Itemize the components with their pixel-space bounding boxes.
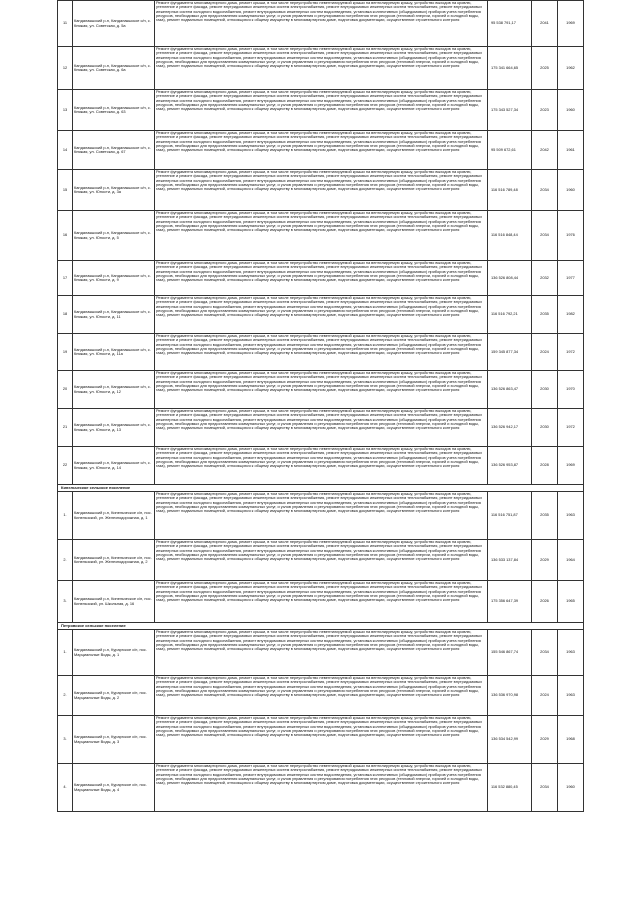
address-cell-text: Кандалакшский р-н, Кандалакшское с/п, с. Княжая, ул. Юности, д. 5 — [74, 231, 151, 240]
address-cell-text: Кандалакшский р-н, Кандалакшское с/п, с. Княжая, ул. Юности, д. 11а — [74, 347, 151, 356]
address-cell — [73, 492, 155, 540]
planned-year-cell-text: 2030 — [540, 387, 549, 392]
planned-year-cell — [532, 47, 558, 90]
table-row — [58, 540, 584, 581]
address-cell — [73, 581, 155, 623]
cost-cell — [488, 90, 532, 131]
table-row — [58, 581, 584, 623]
planned-year-cell-text: 2024 — [540, 693, 549, 698]
address-cell-text: Кандалакшский р-н, Кандалакшское с/п, с. Княжая, ул. Советская, д. 63 — [74, 105, 151, 114]
planned-year-cell-text: 2025 — [540, 65, 549, 70]
planned-year-cell-text: 2034 — [540, 233, 549, 238]
planned-year-cell — [532, 409, 558, 447]
planned-year-cell-text: 2026 — [540, 599, 549, 604]
cost-cell — [488, 630, 532, 676]
address-cell — [73, 409, 155, 447]
works-description-cell — [155, 764, 488, 812]
build-year-cell-text: 1960 — [566, 107, 575, 112]
table-row — [58, 1, 584, 47]
table-row — [58, 764, 584, 812]
works-description-cell — [155, 131, 488, 170]
planned-year-cell — [532, 211, 558, 261]
works-description-cell — [155, 676, 488, 716]
row-number-text: 3. — [63, 737, 67, 742]
row-number — [58, 581, 73, 623]
row-number — [58, 764, 73, 812]
works-description-cell-text: Ремонт фундамента многоквартирного дома, ремонт крыши, в том числе переустройство невентилируемой крыши на вентилируемую крышу, устройство выходов на кровлю, утепление и ремонт фасада, ремонт внутридомовых инженерных систем электроснабжения, ремонт внутридомовых инженерных систем теплоснабжения, ремонт внутридомовых инженерных систем холодного водоснабжения, ремонт внутридомовых инженерных систем водоотведения, установка коллективных (общедомовых) приборов учета потребления ресурсов, необходимых для предоставления коммунальных услуг, и узлов управления и регулирования потребления этих ресурсов (тепловой энергии, горячей и холодной воды, газа), ремонт подвальных помещений, относящихся к общему имуществу в многоквартирном доме, подготовка документации, осуществление строительного контроля — [156, 764, 483, 786]
works-description-cell-text: Ремонт фундамента многоквартирного дома, ремонт крыши, в том числе переустройство невентилируемой крыши на вентилируемую крышу, устройство выходов на кровлю, утепление и ремонт фасада, ремонт внутридомовых инженерных систем электроснабжения, ремонт внутридомовых инженерных систем теплоснабжения, ремонт внутридомовых инженерных систем холодного водоснабжения, ремонт внутридомовых инженерных систем водоотведения, установка коллективных (общедомовых) приборов учета потребления ресурсов, необходимых для предоставления коммунальных услуг, и узлов управления и регулирования потребления этих ресурсов (тепловой энергии, горячей и холодной воды, газа), ремонт подвальных помещений, относящихся к общему имуществу в многоквартирном доме, подготовка документации, осуществление строительного контроля — [156, 540, 483, 562]
cost-cell-text: 155 546 867,74 — [491, 650, 519, 655]
address-cell — [73, 47, 155, 90]
address-cell — [73, 261, 155, 296]
cost-cell-text: 175 343 527,34 — [491, 107, 519, 112]
cost-cell-text: 136 526 953,87 — [491, 463, 519, 468]
address-cell-text: Кандалакшский р-н, Кинельческое с/п, пос. Кинельчский, ул. Железнодорожная, д. 2 — [74, 555, 152, 564]
planned-year-cell — [532, 1, 558, 47]
row-number-text: 21 — [62, 425, 68, 430]
row-number-text: 19 — [62, 349, 68, 354]
cost-cell — [488, 447, 532, 485]
address-cell — [73, 676, 155, 716]
cost-cell — [488, 211, 532, 261]
cost-cell — [488, 409, 532, 447]
build-year-cell-text: 1969 — [566, 21, 575, 26]
cost-cell — [488, 1, 532, 47]
planned-year-cell-text: 2023 — [540, 107, 549, 112]
planned-year-cell — [532, 170, 558, 211]
planned-year-cell-text: 2035 — [540, 312, 549, 317]
cost-cell — [488, 47, 532, 90]
row-number — [58, 211, 73, 261]
address-cell-text: Кандалакшский р-н, Кандалакшское с/п, с. Княжая, ул. Советская, д. 6а — [74, 63, 151, 72]
address-cell-text: Кандалакшский р-н, Кандалакшское с/п, с. Княжая, ул. Советская, д. 67 — [74, 145, 151, 154]
works-description-cell-text: Ремонт фундамента многоквартирного дома, ремонт крыши, в том числе переустройство невентилируемой крыши на вентилируемую крышу, устройство выходов на кровлю, утепление и ремонт фасада, ремонт внутридомовых инженерных систем электроснабжения, ремонт внутридомовых инженерных систем теплоснабжения, ремонт внутридомовых инженерных систем холодного водоснабжения, ремонт внутридомовых инженерных систем водоотведения, установка коллективных (общедомовых) приборов учета потребления ресурсов, необходимых для предоставления коммунальных услуг, и узлов управления и регулирования потребления этих ресурсов (тепловой энергии, горячей и холодной воды, газа), ремонт подвальных помещений, относящихся к общему имуществу в многоквартирном доме, подготовка документации, осуществление строительного контроля — [156, 630, 483, 652]
build-year-cell — [558, 676, 584, 716]
cost-cell — [488, 716, 532, 764]
address-cell — [73, 334, 155, 371]
address-cell-text: Кандалакшский р-н, Кандалакшское с/п, с. Княжая, ул. Юности, д. 3а — [74, 185, 151, 194]
address-cell — [73, 371, 155, 409]
planned-year-cell-text: 2029 — [540, 737, 549, 742]
cost-cell — [488, 764, 532, 812]
works-description-cell-text: Ремонт фундамента многоквартирного дома, ремонт крыши, в том числе переустройство невентилируемой крыши на вентилируемую крышу, устройство выходов на кровлю, утепление и ремонт фасада, ремонт внутридомовых инженерных систем электроснабжения, ремонт внутридомовых инженерных систем теплоснабжения, ремонт внутридомовых инженерных систем холодного водоснабжения, ремонт внутридомовых инженерных систем водоотведения, установка коллективных (общедомовых) приборов учета потребления ресурсов, необходимых для предоставления коммунальных услуг, и узлов управления и регулирования потребления этих ресурсов (тепловой энергии, горячей и холодной воды, газа), ремонт подвальных помещений, относящихся к общему имуществу в многоквартирном доме, подготовка документации, осуществление строительного контроля — [156, 211, 483, 233]
planned-year-cell — [532, 90, 558, 131]
address-cell — [73, 1, 155, 47]
table-row — [58, 334, 584, 371]
row-number-text: 14 — [62, 147, 68, 152]
row-number-text: 12 — [62, 65, 68, 70]
section-title: Кинельческое сельское поселение — [58, 485, 584, 492]
planned-year-cell — [532, 334, 558, 371]
build-year-cell — [558, 90, 584, 131]
row-number-text: 16 — [62, 233, 68, 238]
row-number — [58, 131, 73, 170]
row-number-text: 22 — [62, 463, 68, 468]
address-cell-text: Кандалакшский р-н, Кандалакшское с/п, с. Княжая, ул. Советская, д. 5а — [74, 19, 151, 28]
section-title: Петровское сельское поселение — [58, 623, 584, 630]
table-row — [58, 409, 584, 447]
table-row — [58, 211, 584, 261]
build-year-cell — [558, 716, 584, 764]
row-number — [58, 170, 73, 211]
works-description-cell — [155, 211, 488, 261]
works-description-cell-text: Ремонт фундамента многоквартирного дома, ремонт крыши, в том числе переустройство невентилируемой крыши на вентилируемую крышу, устройство выходов на кровлю, утепление и ремонт фасада, ремонт внутридомовых инженерных систем электроснабжения, ремонт внутридомовых инженерных систем теплоснабжения, ремонт внутридомовых инженерных систем холодного водоснабжения, ремонт внутридомовых инженерных систем водоотведения, установка коллективных (общедомовых) приборов учета потребления ресурсов, необходимых для предоставления коммунальных услуг, и узлов управления и регулирования потребления этих ресурсов (тепловой энергии, горячей и холодной воды, газа), ремонт подвальных помещений, относящихся к общему имуществу в многоквартирном доме, подготовка документации, осуществление строительного контроля — [156, 131, 483, 153]
works-description-cell-text: Ремонт фундамента многоквартирного дома, ремонт крыши, в том числе переустройство невентилируемой крыши на вентилируемую крышу, устройство выходов на кровлю, утепление и ремонт фасада, ремонт внутридомовых инженерных систем электроснабжения, ремонт внутридомовых инженерных систем теплоснабжения, ремонт внутридомовых инженерных систем холодного водоснабжения, ремонт внутридомовых инженерных систем водоотведения, установка коллективных (общедомовых) приборов учета потребления ресурсов, необходимых для предоставления коммунальных услуг, и узлов управления и регулирования потребления этих ресурсов (тепловой энергии, горячей и холодной воды, газа), ремонт подвальных помещений, относящихся к общему имуществу в многоквартирном доме, подготовка документации, осуществление строительного контроля — [156, 492, 483, 514]
planned-year-cell-text: 2032 — [540, 275, 549, 280]
planned-year-cell-text: 2041 — [540, 21, 549, 26]
works-description-cell — [155, 296, 488, 334]
build-year-cell-text: 1972 — [566, 425, 575, 430]
row-number-text: 2. — [63, 693, 67, 698]
build-year-cell-text: 1969 — [566, 463, 575, 468]
build-year-cell-text: 1965 — [566, 599, 575, 604]
row-number-text: 18 — [62, 312, 68, 317]
table-row — [58, 261, 584, 296]
section-header-row — [58, 623, 584, 630]
works-description-cell — [155, 447, 488, 485]
address-cell — [73, 716, 155, 764]
build-year-cell — [558, 630, 584, 676]
cost-cell — [488, 581, 532, 623]
row-number-text: 20 — [62, 387, 68, 392]
table-row — [58, 47, 584, 90]
planned-year-cell — [532, 716, 558, 764]
address-cell-text: Кандалакшский р-н, Кинельческое с/п, пос. Кинельчский, ул. Железнодорожная, д. 1 — [74, 511, 152, 520]
cost-cell — [488, 131, 532, 170]
cost-cell-text: 136 534 542,99 — [491, 737, 519, 742]
planned-year-cell — [532, 630, 558, 676]
build-year-cell-text: 1962 — [566, 65, 575, 70]
cost-cell — [488, 261, 532, 296]
row-number-text: 3. — [63, 599, 67, 604]
build-year-cell-text: 1968 — [566, 737, 575, 742]
cost-cell — [488, 334, 532, 371]
table-row — [58, 492, 584, 540]
build-year-cell — [558, 764, 584, 812]
planned-year-cell-text: 2034 — [540, 187, 549, 192]
build-year-cell-text: 1963 — [566, 650, 575, 655]
address-cell — [73, 90, 155, 131]
planned-year-cell-text: 2034 — [540, 785, 549, 790]
row-number-text: 15 — [62, 187, 68, 192]
row-number-text: 11 — [62, 21, 68, 26]
build-year-cell — [558, 47, 584, 90]
build-year-cell — [558, 581, 584, 623]
cost-cell — [488, 540, 532, 581]
planned-year-cell — [532, 261, 558, 296]
build-year-cell-text: 1960 — [566, 785, 575, 790]
build-year-cell — [558, 261, 584, 296]
build-year-cell — [558, 447, 584, 485]
cost-cell-text: 136 536 970,98 — [491, 693, 519, 698]
table-row — [58, 170, 584, 211]
works-description-cell — [155, 630, 488, 676]
row-number-text: 13 — [62, 107, 68, 112]
works-description-cell — [155, 581, 488, 623]
planned-year-cell — [532, 131, 558, 170]
row-number — [58, 47, 73, 90]
works-description-cell-text: Ремонт фундамента многоквартирного дома, ремонт крыши, в том числе переустройство невентилируемой крыши на вентилируемую крышу, устройство выходов на кровлю, утепление и ремонт фасада, ремонт внутридомовых инженерных систем электроснабжения, ремонт внутридомовых инженерных систем теплоснабжения, ремонт внутридомовых инженерных систем холодного водоснабжения, ремонт внутридомовых инженерных систем водоотведения, установка коллективных (общедомовых) приборов учета потребления ресурсов, необходимых для предоставления коммунальных услуг, и узлов управления и регулирования потребления этих ресурсов (тепловой энергии, горячей и холодной воды, газа), ремонт подвальных помещений, относящихся к общему имуществу в многоквартирном доме, подготовка документации, осуществление строительного контроля — [156, 371, 483, 393]
address-cell-text: Кандалакшский р-н, Кураргское с/п, пос. Марциальные Воды, д. 1 — [74, 648, 147, 657]
row-number — [58, 1, 73, 47]
capital-repair-table — [57, 0, 584, 812]
planned-year-cell-text: 2035 — [540, 513, 549, 518]
cost-cell-text: 136 526 808,44 — [491, 275, 519, 280]
build-year-cell — [558, 211, 584, 261]
table-body — [58, 1, 584, 812]
row-number — [58, 90, 73, 131]
table-row — [58, 296, 584, 334]
build-year-cell-text: 1960 — [566, 187, 575, 192]
cost-cell-text: 175 341 664,65 — [491, 65, 519, 70]
planned-year-cell — [532, 764, 558, 812]
works-description-cell — [155, 409, 488, 447]
address-cell — [73, 764, 155, 812]
build-year-cell — [558, 371, 584, 409]
works-description-cell-text: Ремонт фундамента многоквартирного дома, ремонт крыши, в том числе переустройство невентилируемой крыши на вентилируемую крышу, устройство выходов на кровлю, утепление и ремонт фасада, ремонт внутридомовых инженерных систем электроснабжения, ремонт внутридомовых инженерных систем теплоснабжения, ремонт внутридомовых инженерных систем холодного водоснабжения, ремонт внутридомовых инженерных систем водоотведения, установка коллективных (общедомовых) приборов учета потребления ресурсов, необходимых для предоставления коммунальных услуг, и узлов управления и регулирования потребления этих ресурсов (тепловой энергии, горячей и холодной воды, газа), ремонт подвальных помещений, относящихся к общему имуществу в многоквартирном доме, подготовка документации, осуществление строительного контроля — [156, 47, 483, 69]
build-year-cell — [558, 409, 584, 447]
build-year-cell-text: 1970 — [566, 387, 575, 392]
row-number — [58, 630, 73, 676]
address-cell — [73, 540, 155, 581]
works-description-cell — [155, 371, 488, 409]
table-row — [58, 90, 584, 131]
cost-cell-text: 136 533 137,84 — [491, 557, 519, 562]
cost-cell-text: 136 526 942,17 — [491, 425, 519, 430]
table-row — [58, 447, 584, 485]
build-year-cell-text: 1964 — [566, 557, 575, 562]
cost-cell-text: 116 516 792,21 — [491, 312, 518, 317]
address-cell-text: Кандалакшский р-н, Кандалакшское с/п, с. Княжая, ул. Юности, д. 11 — [74, 310, 151, 319]
row-number-text: 17 — [62, 275, 68, 280]
cost-cell-text: 175 356 647,39 — [491, 599, 519, 604]
works-description-cell-text: Ремонт фундамента многоквартирного дома, ремонт крыши, в том числе переустройство невентилируемой крыши на вентилируемую крышу, устройство выходов на кровлю, утепление и ремонт фасада, ремонт внутридомовых инженерных систем электроснабжения, ремонт внутридомовых инженерных систем теплоснабжения, ремонт внутридомовых инженерных систем холодного водоснабжения, ремонт внутридомовых инженерных систем водоотведения, установка коллективных (общедомовых) приборов учета потребления ресурсов, необходимых для предоставления коммунальных услуг, и узлов управления и регулирования потребления этих ресурсов (тепловой энергии, горячей и холодной воды, газа), ремонт подвальных помещений, относящихся к общему имуществу в многоквартирном доме, подготовка документации, осуществление строительного контроля — [156, 581, 483, 603]
planned-year-cell-text: 2029 — [540, 557, 549, 562]
planned-year-cell — [532, 540, 558, 581]
planned-year-cell — [532, 581, 558, 623]
row-number-text: 1. — [63, 650, 67, 655]
address-cell-text: Кандалакшский р-н, Кураргское с/п, пос. Марциальные Воды, д. 3 — [74, 735, 147, 744]
works-description-cell-text: Ремонт фундамента многоквартирного дома, ремонт крыши, в том числе переустройство невентилируемой крыши на вентилируемую крышу, устройство выходов на кровлю, утепление и ремонт фасада, ремонт внутридомовых инженерных систем электроснабжения, ремонт внутридомовых инженерных систем теплоснабжения, ремонт внутридомовых инженерных систем холодного водоснабжения, ремонт внутридомовых инженерных систем водоотведения, установка коллективных (общедомовых) приборов учета потребления ресурсов, необходимых для предоставления коммунальных услуг, и узлов управления и регулирования потребления этих ресурсов (тепловой энергии, горячей и холодной воды, газа), ремонт подвальных помещений, относящихся к общему имуществу в многоквартирном доме, подготовка документации, осуществление строительного контроля — [156, 716, 483, 738]
cost-cell — [488, 170, 532, 211]
planned-year-cell-text: 2042 — [540, 147, 549, 152]
planned-year-cell-text: 2024 — [540, 349, 549, 354]
works-description-cell-text: Ремонт фундамента многоквартирного дома, ремонт крыши, в том числе переустройство невентилируемой крыши на вентилируемую крышу, устройство выходов на кровлю, утепление и ремонт фасада, ремонт внутридомовых инженерных систем электроснабжения, ремонт внутридомовых инженерных систем теплоснабжения, ремонт внутридомовых инженерных систем холодного водоснабжения, ремонт внутридомовых инженерных систем водоотведения, установка коллективных (общедомовых) приборов учета потребления ресурсов, необходимых для предоставления коммунальных услуг, и узлов управления и регулирования потребления этих ресурсов (тепловой энергии, горячей и холодной воды, газа), ремонт подвальных помещений, относящихся к общему имуществу в многоквартирном доме, подготовка документации, осуществление строительного контроля — [156, 1, 483, 23]
address-cell-text: Кандалакшский р-н, Кураргское с/п, пос. Марциальные Воды, д. 2 — [74, 691, 147, 700]
works-description-cell — [155, 334, 488, 371]
build-year-cell — [558, 492, 584, 540]
cost-cell-text: 136 526 863,47 — [491, 387, 519, 392]
works-description-cell-text: Ремонт фундамента многоквартирного дома, ремонт крыши, в том числе переустройство невентилируемой крыши на вентилируемую крышу, устройство выходов на кровлю, утепление и ремонт фасада, ремонт внутридомовых инженерных систем электроснабжения, ремонт внутридомовых инженерных систем теплоснабжения, ремонт внутридомовых инженерных систем холодного водоснабжения, ремонт внутридомовых инженерных систем водоотведения, установка коллективных (общедомовых) приборов учета потребления ресурсов, необходимых для предоставления коммунальных услуг, и узлов управления и регулирования потребления этих ресурсов (тепловой энергии, горячей и холодной воды, газа), ремонт подвальных помещений, относящихся к общему имуществу в многоквартирном доме, подготовка документации, осуществление строительного контроля — [156, 90, 483, 112]
planned-year-cell — [532, 296, 558, 334]
works-description-cell — [155, 90, 488, 131]
row-number-text: 2. — [63, 557, 67, 562]
planned-year-cell — [532, 371, 558, 409]
cost-cell — [488, 492, 532, 540]
cost-cell — [488, 371, 532, 409]
address-cell-text: Кандалакшский р-н, Кураргское с/п, пос. Марциальные Воды, д. 4 — [74, 783, 147, 792]
cost-cell — [488, 296, 532, 334]
works-description-cell — [155, 261, 488, 296]
build-year-cell-text: 1976 — [566, 233, 575, 238]
row-number-text: 4. — [63, 785, 67, 790]
row-number — [58, 492, 73, 540]
cost-cell-text: 116 516 789,48 — [491, 187, 518, 192]
build-year-cell — [558, 1, 584, 47]
works-description-cell-text: Ремонт фундамента многоквартирного дома, ремонт крыши, в том числе переустройство невентилируемой крыши на вентилируемую крышу, устройство выходов на кровлю, утепление и ремонт фасада, ремонт внутридомовых инженерных систем электроснабжения, ремонт внутридомовых инженерных систем теплоснабжения, ремонт внутридомовых инженерных систем холодного водоснабжения, ремонт внутридомовых инженерных систем водоотведения, установка коллективных (общедомовых) приборов учета потребления ресурсов, необходимых для предоставления коммунальных услуг, и узлов управления и регулирования потребления этих ресурсов (тепловой энергии, горячей и холодной воды, газа), ремонт подвальных помещений, относящихся к общему имуществу в многоквартирном доме, подготовка документации, осуществление строительного контроля — [156, 170, 483, 192]
works-description-cell-text: Ремонт фундамента многоквартирного дома, ремонт крыши, в том числе переустройство невентилируемой крыши на вентилируемую крышу, устройство выходов на кровлю, утепление и ремонт фасада, ремонт внутридомовых инженерных систем электроснабжения, ремонт внутридомовых инженерных систем теплоснабжения, ремонт внутридомовых инженерных систем холодного водоснабжения, ремонт внутридомовых инженерных систем водоотведения, установка коллективных (общедомовых) приборов учета потребления ресурсов, необходимых для предоставления коммунальных услуг, и узлов управления и регулирования потребления этих ресурсов (тепловой энергии, горячей и холодной воды, газа), ремонт подвальных помещений, относящихся к общему имуществу в многоквартирном доме, подготовка документации, осуществление строительного контроля — [156, 334, 483, 356]
row-number — [58, 447, 73, 485]
planned-year-cell-text: 2034 — [540, 650, 549, 655]
address-cell-text: Кандалакшский р-н, Кандалакшское с/п, с. Княжая, ул. Юности, д. 12 — [74, 385, 151, 394]
cost-cell-text: 95 538 791,17 — [491, 21, 516, 26]
planned-year-cell — [532, 447, 558, 485]
cost-cell — [488, 676, 532, 716]
document-page — [57, 0, 583, 812]
address-cell-text: Кандалакшский р-н, Кинельческое с/п, пос. Кинельчский, ул. Школьная, д. 16 — [74, 597, 152, 606]
table-row — [58, 716, 584, 764]
works-description-cell — [155, 540, 488, 581]
build-year-cell-text: 1961 — [566, 147, 575, 152]
row-number — [58, 540, 73, 581]
build-year-cell-text: 1963 — [566, 513, 575, 518]
row-number — [58, 371, 73, 409]
works-description-cell-text: Ремонт фундамента многоквартирного дома, ремонт крыши, в том числе переустройство невентилируемой крыши на вентилируемую крышу, устройство выходов на кровлю, утепление и ремонт фасада, ремонт внутридомовых инженерных систем электроснабжения, ремонт внутридомовых инженерных систем теплоснабжения, ремонт внутридомовых инженерных систем холодного водоснабжения, ремонт внутридомовых инженерных систем водоотведения, установка коллективных (общедомовых) приборов учета потребления ресурсов, необходимых для предоставления коммунальных услуг, и узлов управления и регулирования потребления этих ресурсов (тепловой энергии, горячей и холодной воды, газа), ремонт подвальных помещений, относящихся к общему имуществу в многоквартирном доме, подготовка документации, осуществление строительного контроля — [156, 676, 483, 698]
cost-cell-text: 116 516 751,87 — [491, 513, 518, 518]
build-year-cell — [558, 296, 584, 334]
works-description-cell-text: Ремонт фундамента многоквартирного дома, ремонт крыши, в том числе переустройство невентилируемой крыши на вентилируемую крышу, устройство выходов на кровлю, утепление и ремонт фасада, ремонт внутридомовых инженерных систем электроснабжения, ремонт внутридомовых инженерных систем теплоснабжения, ремонт внутридомовых инженерных систем холодного водоснабжения, ремонт внутридомовых инженерных систем водоотведения, установка коллективных (общедомовых) приборов учета потребления ресурсов, необходимых для предоставления коммунальных услуг, и узлов управления и регулирования потребления этих ресурсов (тепловой энергии, горячей и холодной воды, газа), ремонт подвальных помещений, относящихся к общему имуществу в многоквартирном доме, подготовка документации, осуществление строительного контроля — [156, 296, 483, 318]
planned-year-cell-text: 2028 — [540, 463, 549, 468]
planned-year-cell-text: 2030 — [540, 425, 549, 430]
table-row — [58, 630, 584, 676]
works-description-cell — [155, 170, 488, 211]
row-number-text: 1. — [63, 513, 67, 518]
address-cell — [73, 131, 155, 170]
works-description-cell-text: Ремонт фундамента многоквартирного дома, ремонт крыши, в том числе переустройство невентилируемой крыши на вентилируемую крышу, устройство выходов на кровлю, утепление и ремонт фасада, ремонт внутридомовых инженерных систем электроснабжения, ремонт внутридомовых инженерных систем теплоснабжения, ремонт внутридомовых инженерных систем холодного водоснабжения, ремонт внутридомовых инженерных систем водоотведения, установка коллективных (общедомовых) приборов учета потребления ресурсов, необходимых для предоставления коммунальных услуг, и узлов управления и регулирования потребления этих ресурсов (тепловой энергии, горячей и холодной воды, газа), ремонт подвальных помещений, относящихся к общему имуществу в многоквартирном доме, подготовка документации, осуществление строительного контроля — [156, 261, 483, 283]
table-row — [58, 131, 584, 170]
build-year-cell — [558, 334, 584, 371]
works-description-cell — [155, 1, 488, 47]
address-cell — [73, 630, 155, 676]
cost-cell-text: 95 509 672,61 — [491, 147, 516, 152]
address-cell — [73, 211, 155, 261]
build-year-cell-text: 1972 — [566, 349, 575, 354]
address-cell — [73, 447, 155, 485]
build-year-cell — [558, 131, 584, 170]
address-cell-text: Кандалакшский р-н, Кандалакшское с/п, с. Княжая, ул. Юности, д. 13 — [74, 423, 151, 432]
table-row — [58, 676, 584, 716]
works-description-cell — [155, 492, 488, 540]
build-year-cell — [558, 540, 584, 581]
cost-cell-text: 116 532 880,45 — [491, 785, 518, 790]
row-number — [58, 716, 73, 764]
cost-cell-text: 116 516 848,44 — [491, 233, 518, 238]
row-number — [58, 409, 73, 447]
works-description-cell-text: Ремонт фундамента многоквартирного дома, ремонт крыши, в том числе переустройство невентилируемой крыши на вентилируемую крышу, устройство выходов на кровлю, утепление и ремонт фасада, ремонт внутридомовых инженерных систем электроснабжения, ремонт внутридомовых инженерных систем теплоснабжения, ремонт внутридомовых инженерных систем холодного водоснабжения, ремонт внутридомовых инженерных систем водоотведения, установка коллективных (общедомовых) приборов учета потребления ресурсов, необходимых для предоставления коммунальных услуг, и узлов управления и регулирования потребления этих ресурсов (тепловой энергии, горячей и холодной воды, газа), ремонт подвальных помещений, относящихся к общему имуществу в многоквартирном доме, подготовка документации, осуществление строительного контроля — [156, 409, 483, 431]
build-year-cell-text: 1963 — [566, 693, 575, 698]
address-cell — [73, 296, 155, 334]
planned-year-cell — [532, 492, 558, 540]
address-cell-text: Кандалакшский р-н, Кандалакшское с/п, с. Княжая, ул. Юности, д. 9 — [74, 273, 151, 282]
works-description-cell — [155, 47, 488, 90]
row-number — [58, 676, 73, 716]
build-year-cell — [558, 170, 584, 211]
works-description-cell — [155, 716, 488, 764]
table-row — [58, 371, 584, 409]
planned-year-cell — [532, 676, 558, 716]
cost-cell-text: 159 345 877,34 — [491, 349, 519, 354]
row-number — [58, 261, 73, 296]
works-description-cell-text: Ремонт фундамента многоквартирного дома, ремонт крыши, в том числе переустройство невентилируемой крыши на вентилируемую крышу, устройство выходов на кровлю, утепление и ремонт фасада, ремонт внутридомовых инженерных систем электроснабжения, ремонт внутридомовых инженерных систем теплоснабжения, ремонт внутридомовых инженерных систем холодного водоснабжения, ремонт внутридомовых инженерных систем водоотведения, установка коллективных (общедомовых) приборов учета потребления ресурсов, необходимых для предоставления коммунальных услуг, и узлов управления и регулирования потребления этих ресурсов (тепловой энергии, горячей и холодной воды, газа), ремонт подвальных помещений, относящихся к общему имуществу в многоквартирном доме, подготовка документации, осуществление строительного контроля — [156, 447, 483, 469]
address-cell — [73, 170, 155, 211]
address-cell-text: Кандалакшский р-н, Кандалакшское с/п, с. Княжая, ул. Юности, д. 14 — [74, 461, 151, 470]
row-number — [58, 334, 73, 371]
build-year-cell-text: 1982 — [566, 312, 575, 317]
build-year-cell-text: 1977 — [566, 275, 575, 280]
row-number — [58, 296, 73, 334]
section-header-row — [58, 485, 584, 492]
